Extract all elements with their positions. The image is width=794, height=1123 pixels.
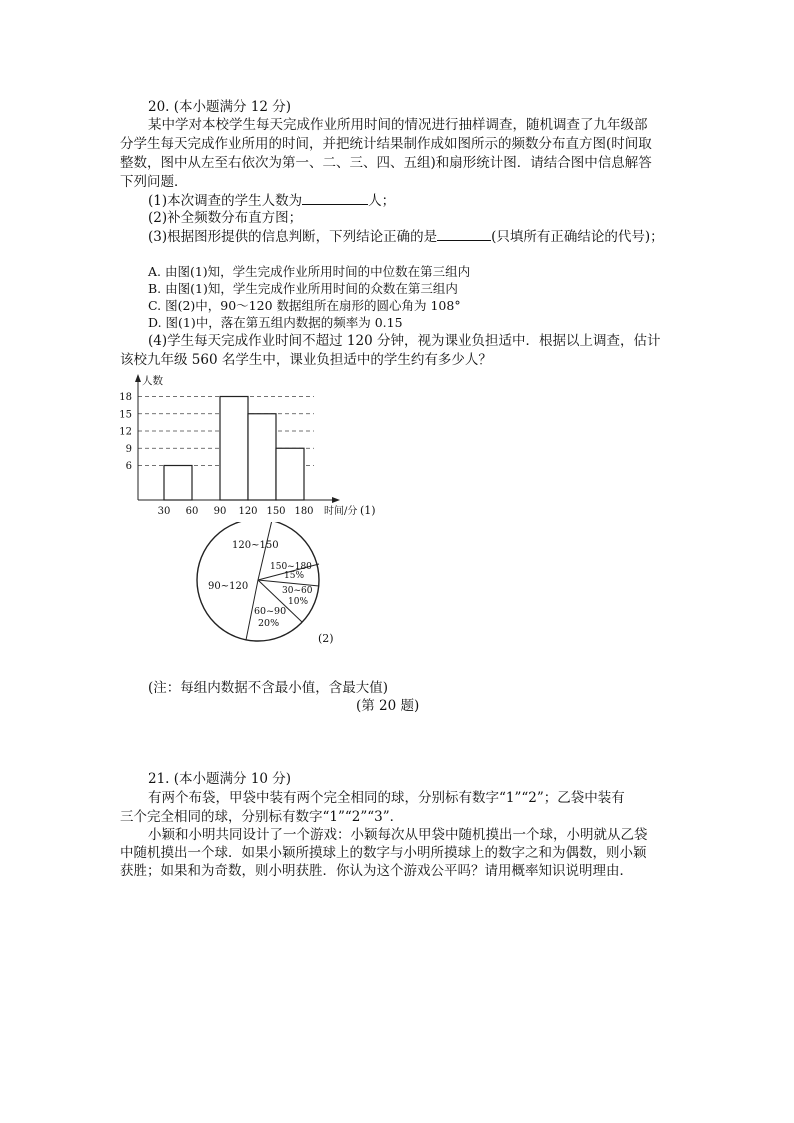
q21-line-4: 中随机摸出一个球．如果小颖所摸球上的数字与小明所摸球上的数字之和为偶数，则小颖 <box>120 845 647 861</box>
y-tick-label: 15 <box>119 409 132 421</box>
x-tick-label: 120 <box>238 506 258 517</box>
y-tick-labels <box>119 392 132 472</box>
option-d: D. 图(1)中，落在第五组内数据的频率为 0.15 <box>148 315 403 330</box>
answer-blank-1[interactable] <box>302 191 368 205</box>
q21-line-2: 三个完全相同的球，分别标有数字“1”“2”“3”． <box>120 809 404 825</box>
pie-percent-150-180: 15% <box>284 571 305 581</box>
x-axis-arrow <box>332 497 340 503</box>
x-axis-label: 时间/分 <box>324 506 358 517</box>
pie-percent-60-90: 20% <box>258 618 280 629</box>
q20-part-3 <box>148 227 664 246</box>
y-axis-arrow <box>135 374 141 382</box>
x-tick-label: 90 <box>213 506 227 517</box>
figure-2-label: (2) <box>318 632 334 645</box>
q20-note: (注：每组内数据不含最小值，含最大值) <box>148 680 389 696</box>
q20-header: 20. (本小题满分 12 分) <box>148 99 292 115</box>
y-tick-label: 6 <box>125 461 132 472</box>
q20-part-1 <box>148 191 395 210</box>
histogram-bar <box>248 414 276 500</box>
q20-part-4-line-2: 该校九年级 560 名学生中，课业负担适中的学生约有多少人？ <box>120 352 492 368</box>
q20-caption: (第 20 题) <box>356 698 420 714</box>
q21-line-5: 获胜；如果和为奇数，则小明获胜．你认为这个游戏公平吗？请用概率知识说明理由． <box>120 863 633 879</box>
pie-chart <box>190 522 350 652</box>
y-tick-label: 9 <box>125 443 132 455</box>
figure-1-label: (1) <box>360 504 376 517</box>
pie-label-60-90: 60~90 <box>254 606 287 617</box>
q20-intro-line-2: 分学生每天完成作业所用的时间，并把统计结果制作成如图所示的频数分布直方图(时间取 <box>120 136 652 152</box>
histogram-bar <box>276 448 304 500</box>
q20-part-3-text: (3)根据图形提供的信息判断，下列结论正确的是 <box>148 229 438 245</box>
y-tick-label: 18 <box>119 392 132 403</box>
q20-part-4-line-1: (4)学生每天完成作业时间不超过 120 分钟，视为课业负担适中．根据以上调查，估计 <box>148 333 661 349</box>
answer-blank-3[interactable] <box>437 227 491 241</box>
x-tick-labels <box>158 506 314 517</box>
pie-percent-30-60: 10% <box>288 597 309 607</box>
q21-line-1: 有两个布袋，甲袋中装有两个完全相同的球，分别标有数字“1”“2”；乙袋中装有 <box>148 790 625 806</box>
pie-label-90-120: 90~120 <box>208 581 249 592</box>
option-b: B. 由图(1)知，学生完成作业所用时间的众数在第三组内 <box>148 281 458 296</box>
histogram-bar <box>220 397 248 501</box>
q20-intro-line-3: 整数，图中从左至右依次为第一、二、三、四、五组)和扇形统计图．请结合图中信息解答 <box>120 155 652 171</box>
x-tick-label: 150 <box>266 506 286 517</box>
option-c: C. 图(2)中，90～120 数据组所在扇形的圆心角为 108° <box>148 298 461 313</box>
q21-header: 21. (本小题满分 10 分) <box>148 771 292 787</box>
q20-part-1-unit: 人； <box>368 193 396 209</box>
q20-intro-line-4: 下列问题． <box>120 174 188 190</box>
q20-intro-line-1: 某中学对本校学生每天完成作业所用时间的情况进行抽样调查，随机调查了九年级部 <box>148 117 648 133</box>
q20-part-2: (2)补全频数分布直方图； <box>148 210 303 226</box>
histogram-bar <box>164 466 192 501</box>
pie-label-150-180: 150~180 <box>270 562 312 572</box>
y-axis-label: 人数 <box>142 375 163 387</box>
y-tick-label: 12 <box>119 426 132 438</box>
q20-part-3-hint: (只填所有正确结论的代号)； <box>491 229 664 245</box>
pie-label-30-60: 30~60 <box>282 586 313 596</box>
histogram-chart <box>112 372 392 524</box>
histogram-bars <box>164 397 304 501</box>
option-a: A. 由图(1)知，学生完成作业所用时间的中位数在第三组内 <box>148 264 471 279</box>
x-tick-label: 180 <box>294 506 314 517</box>
x-tick-label: 30 <box>157 506 171 517</box>
q21-line-3: 小颖和小明共同设计了一个游戏：小颖每次从甲袋中随机摸出一个球，小明就从乙袋 <box>148 827 648 843</box>
x-tick-label: 60 <box>185 506 199 517</box>
pie-label-120-150: 120~150 <box>232 540 279 551</box>
q20-part-1-text: (1)本次调查的学生人数为 <box>148 193 303 209</box>
